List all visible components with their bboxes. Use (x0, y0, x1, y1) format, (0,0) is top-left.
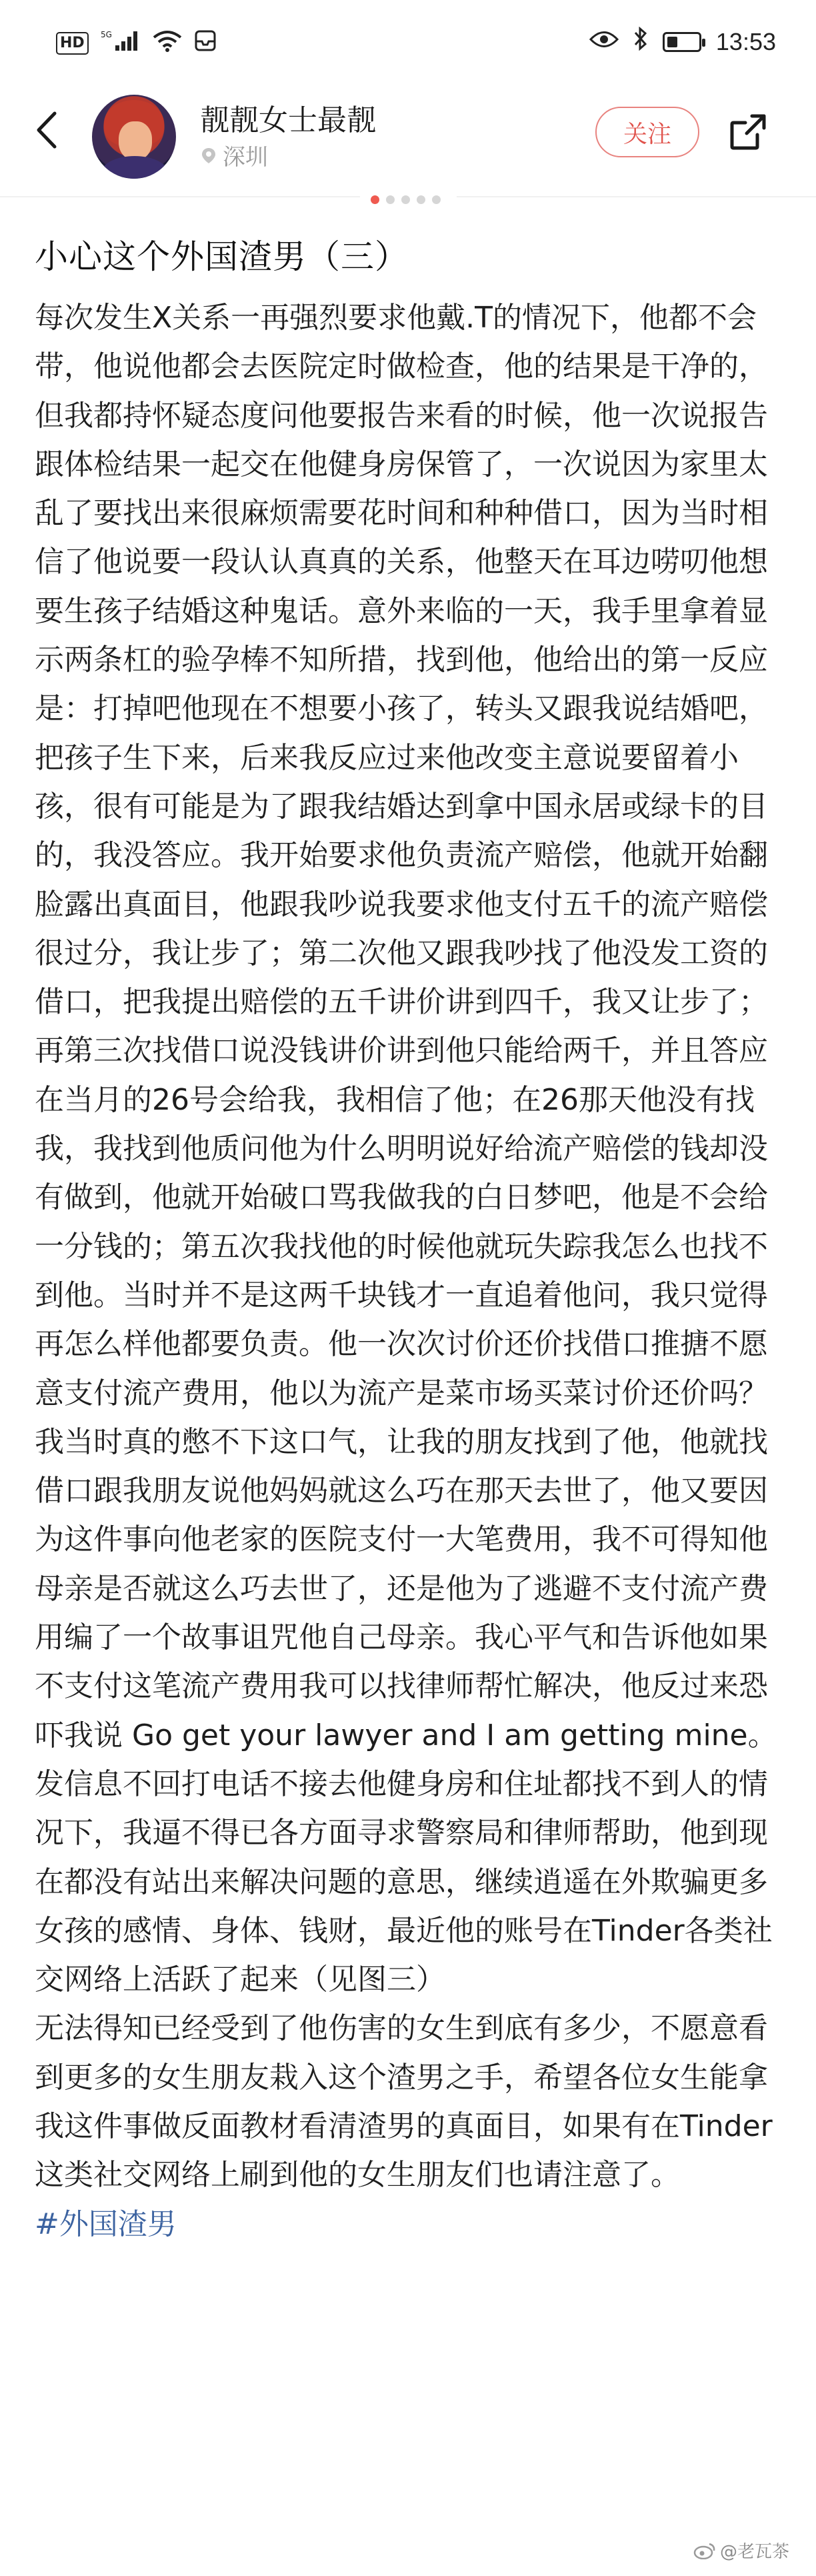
paragraph-2: 发信息不回打电话不接去他健身房和住址都找不到人的情况下，我逼不得已各方面寻求警察局和律师帮助，他到现在都没有站出来解决问题的意思，继续逍遥在外欺骗更多女孩的感情、身体、钱财，最近他的账号在Tinder各类社交网络上活跃了起来（见图三） (35, 1766, 773, 1997)
watermark (693, 2538, 789, 2563)
carousel-dot (386, 195, 395, 204)
paragraph-3: 无法得知已经受到了他伤害的女生到底有多少，不愿意看到更多的女生朋友栽入这个渣男之手，希望各位女生能拿我这件事做反面教材看清渣男的真面目，如果有在Tinder这类社交网络上刷到他的女生朋友们也请注意了。 (35, 2011, 773, 2193)
carousel-dot (401, 195, 410, 204)
share-icon (727, 111, 769, 153)
battery-icon (663, 32, 701, 52)
watermark-text: @老瓦茶 (719, 2542, 789, 2562)
location-pin-icon (200, 147, 217, 164)
signal-icon (101, 29, 141, 57)
header-divider-right (457, 196, 816, 197)
status-bar (0, 0, 816, 100)
back-button[interactable] (29, 107, 69, 153)
wifi-icon (153, 29, 182, 57)
eye-comfort-icon (589, 28, 619, 55)
location-text: 深圳 (223, 144, 268, 171)
post-header (0, 87, 816, 180)
post-title: 小心这个外国渣男（三） (35, 237, 409, 276)
avatar[interactable] (92, 95, 176, 179)
bluetooth-icon (633, 27, 648, 57)
carousel-dot (432, 195, 441, 204)
username[interactable]: 靓靓女士最靓 (200, 103, 376, 137)
paragraph-1: 每次发生X关系一再强烈要求他戴.T的情况下，他都不会带，他说他都会去医院定时做检查，他的结果是干净的，但我都持怀疑态度问他要报告来看的时候，他一次说报告跟体检结果一起交在他健身房保管了，一次说因为家里太乱了要找出来很麻烦需要花时间和种种借口，因为当时相信了他说要一段认认真真的关系，他整天在耳边唠叨他想要生孩子结婚这种鬼话。意外来临的一天，我手里拿着显示两条杠的验孕棒不知所措，找到他，他给出的第一反应是：打掉吧他现在不想要小孩了，转头又跟我说结婚吧，把孩子生下来，后来我反应过来他改变主意说要留着小孩，很有可能是为了跟我结婚达到拿中国永居或绿卡的目的，我没答应。我开始要求他负责流产赔偿，他就开始翻脸露出真面目，他跟我吵说我要求他支付五千的流产赔偿很过分，我让步了；第二次他又跟我吵找了他没发工资的借口，把我提出赔偿的五千讲价讲到四千，我又让步了；再第三次找借口说没钱讲价讲到他只能给两千，并且答应在当月的26号会给我，我相信了他；在26那天他没有找我，我找到他质问他为什么明明说好给流产赔偿的钱却没有做到，他就开始破口骂我做我的白日梦吧，他是不会给一分钱的；第五次我找他的时候他就玩失踪我怎么也找不到他。当时并不是这两千块钱才一直追着他问，我只觉得再怎么样他都要负责。他一次次讨价还价找借口推搪不愿意支付流产费用，他以为流产是菜市场买菜讨价还价吗？我当时真的憋不下这口气，让我的朋友找到了他，他就找借口跟我朋友说他妈妈就这么巧在那天去世了，他又要因为这件事向他老家的医院支付一大笔费用，我不可得知他母亲是否就这么巧去世了，还是他为了逃避不支付流产费用编了一个故事诅咒他自己母亲。我心平气和告诉他如果不支付这笔流产费用我可以找律师帮忙解决，他反过来恐吓我说 Go get your lawyer and I am getting mine。 (35, 301, 777, 1752)
header-divider-left (0, 196, 360, 197)
clock: 13:53 (715, 27, 776, 55)
back-arrow-icon (29, 107, 69, 153)
hashtag-link[interactable]: #外国渣男 (35, 2207, 177, 2241)
carousel-dot (371, 195, 379, 204)
follow-button[interactable]: 关注 (595, 107, 699, 157)
location (200, 139, 268, 171)
carousel-indicator (371, 195, 441, 204)
hd-badge: HD (56, 32, 89, 55)
share-button[interactable] (727, 111, 769, 153)
weibo-icon (693, 2542, 716, 2559)
network-type: 5G (100, 30, 112, 39)
carousel-dot (417, 195, 425, 204)
battery-level (667, 37, 677, 47)
notification-icon (194, 29, 217, 57)
post-body (35, 293, 785, 2249)
